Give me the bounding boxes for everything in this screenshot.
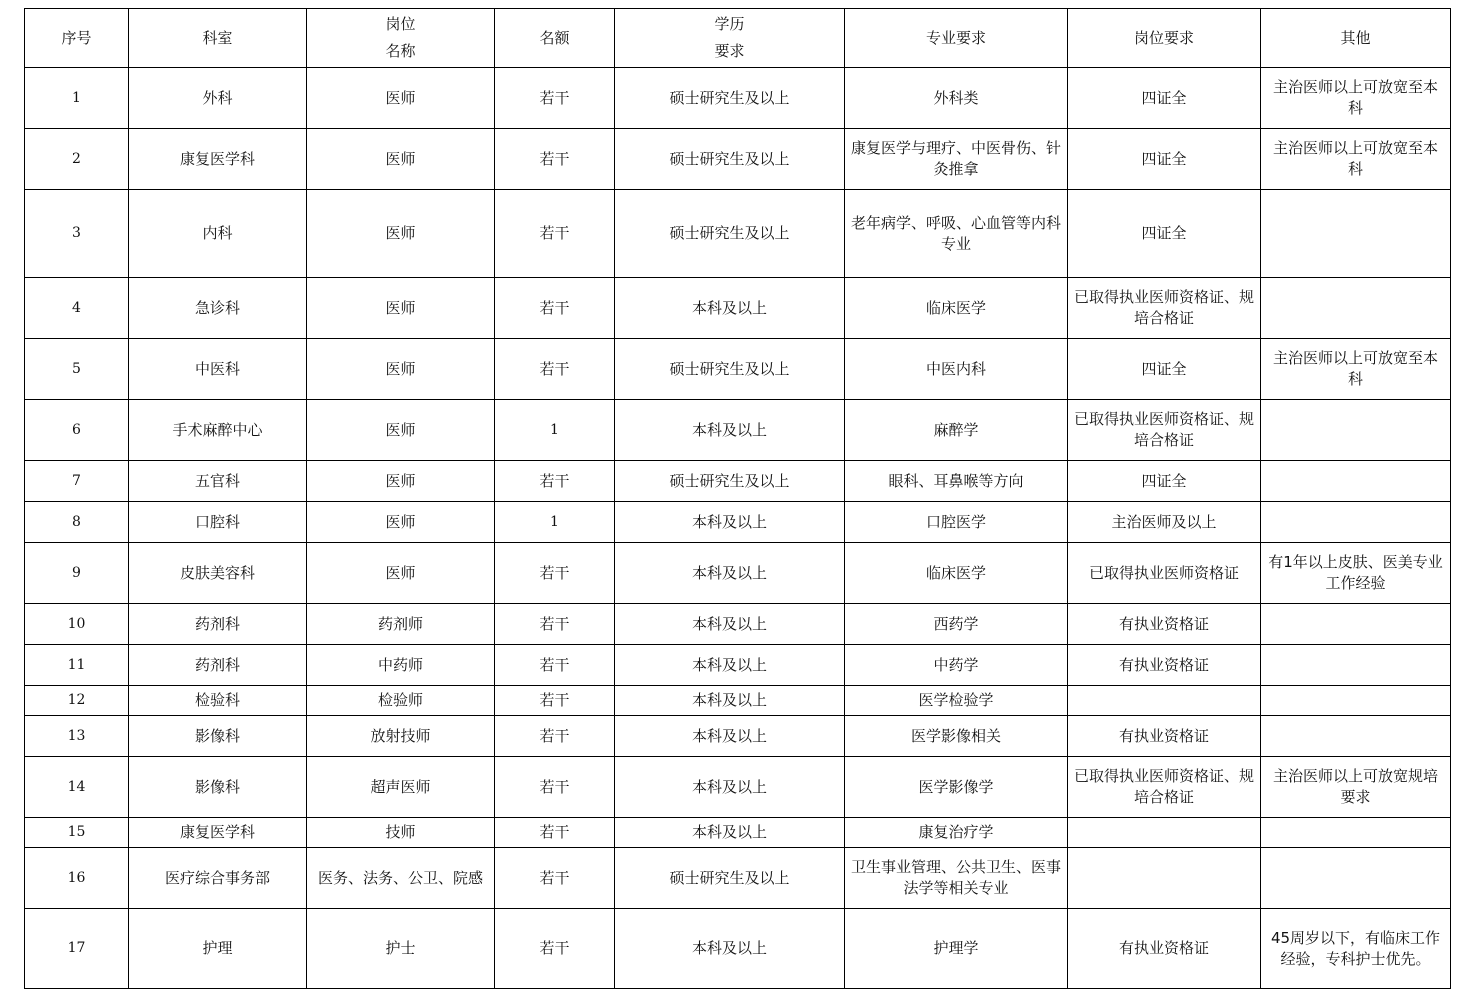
cell-quota: 若干 [495,339,615,400]
cell-major: 康复治疗学 [845,818,1068,848]
cell-other [1261,604,1451,645]
table-row [25,129,1451,190]
cell-major: 医学影像学 [845,757,1068,818]
cell-major: 临床医学 [845,278,1068,339]
header-requirement: 岗位要求 [1068,9,1261,68]
cell-quota: 若干 [495,461,615,502]
cell-other-text: 有1年以上皮肤、医美专业工作经验 [1268,553,1443,592]
cell-position: 技师 [307,818,495,848]
cell-major [845,848,1068,909]
cell-position: 护士 [307,909,495,989]
table-row [25,543,1451,604]
table-row [25,68,1451,129]
cell-quota: 若干 [495,129,615,190]
cell-major: 医学影像相关 [845,716,1068,757]
cell-other-text: 主治医师以上可放宽规培要求 [1272,767,1438,806]
table-row [25,502,1451,543]
cell-department: 检验科 [129,686,307,716]
table-row [25,400,1451,461]
cell-department: 急诊科 [129,278,307,339]
header-department: 科室 [129,9,307,68]
cell-education: 本科及以上 [615,278,845,339]
cell-other [1261,686,1451,716]
cell-index: 11 [25,645,129,686]
cell-requirement [1068,757,1261,818]
cell-other [1261,818,1451,848]
cell-department: 药剂科 [129,604,307,645]
cell-index: 16 [25,848,129,909]
cell-position: 检验师 [307,686,495,716]
cell-position: 中药师 [307,645,495,686]
cell-quota: 若干 [495,757,615,818]
cell-other [1261,400,1451,461]
cell-education: 本科及以上 [615,604,845,645]
cell-position: 药剂师 [307,604,495,645]
cell-other [1261,716,1451,757]
cell-major: 医学检验学 [845,686,1068,716]
cell-education: 硕士研究生及以上 [615,848,845,909]
recruitment-table [24,8,1451,989]
cell-other [1261,461,1451,502]
cell-requirement [1068,278,1261,339]
cell-education: 本科及以上 [615,909,845,989]
cell-index: 12 [25,686,129,716]
cell-other [1261,543,1451,604]
table-row [25,686,1451,716]
table-row [25,645,1451,686]
cell-index: 8 [25,502,129,543]
cell-requirement: 主治医师及以上 [1068,502,1261,543]
cell-position: 超声医师 [307,757,495,818]
table-row [25,339,1451,400]
cell-education: 硕士研究生及以上 [615,339,845,400]
header-row [25,9,1451,68]
table-body [25,68,1451,989]
cell-index: 6 [25,400,129,461]
cell-department: 影像科 [129,757,307,818]
cell-other [1261,339,1451,400]
cell-requirement-text: 已取得执业医师资格证、规培合格证 [1074,288,1255,327]
cell-requirement: 四证全 [1068,190,1261,278]
cell-education: 本科及以上 [615,543,845,604]
header-position-line2: 名称 [385,42,416,60]
cell-education: 本科及以上 [615,757,845,818]
cell-department: 手术麻醉中心 [129,400,307,461]
cell-requirement [1068,400,1261,461]
cell-quota: 1 [495,502,615,543]
table-row [25,278,1451,339]
cell-other [1261,645,1451,686]
cell-requirement-text: 已取得执业医师资格证、规培合格证 [1074,767,1255,806]
cell-position [307,848,495,909]
cell-department: 皮肤美容科 [129,543,307,604]
cell-department: 康复医学科 [129,129,307,190]
cell-other-text: 主治医师以上可放宽至本科 [1272,349,1438,388]
cell-quota: 若干 [495,818,615,848]
cell-requirement [1068,686,1261,716]
cell-major-text: 康复医学与理疗、中医骨伤、针灸推拿 [851,139,1062,178]
cell-index: 15 [25,818,129,848]
cell-department: 口腔科 [129,502,307,543]
cell-department: 康复医学科 [129,818,307,848]
header-position-line1: 岗位 [385,15,416,33]
cell-other [1261,848,1451,909]
cell-quota: 若干 [495,716,615,757]
cell-major: 临床医学 [845,543,1068,604]
cell-education: 本科及以上 [615,716,845,757]
cell-quota: 若干 [495,604,615,645]
cell-education: 硕士研究生及以上 [615,461,845,502]
cell-education: 本科及以上 [615,645,845,686]
cell-index: 9 [25,543,129,604]
header-education [615,9,845,68]
cell-requirement: 四证全 [1068,339,1261,400]
cell-other-text: 主治医师以上可放宽至本科 [1272,139,1438,178]
cell-department: 药剂科 [129,645,307,686]
cell-position: 医师 [307,400,495,461]
cell-requirement: 四证全 [1068,129,1261,190]
cell-other [1261,68,1451,129]
cell-requirement-text: 已取得执业医师资格证、规培合格证 [1074,410,1255,449]
cell-department: 外科 [129,68,307,129]
cell-requirement: 有执业资格证 [1068,645,1261,686]
table-row [25,757,1451,818]
cell-position: 医师 [307,278,495,339]
cell-index: 17 [25,909,129,989]
cell-other [1261,190,1451,278]
cell-major [845,190,1068,278]
cell-department: 五官科 [129,461,307,502]
table-row [25,461,1451,502]
cell-department: 内科 [129,190,307,278]
table-row [25,716,1451,757]
table-row [25,190,1451,278]
cell-quota: 若干 [495,848,615,909]
cell-requirement: 有执业资格证 [1068,604,1261,645]
cell-index: 5 [25,339,129,400]
cell-major-text: 老年病学、呼吸、心血管等内科专业 [851,213,1062,253]
cell-index: 1 [25,68,129,129]
cell-other [1261,278,1451,339]
cell-major: 口腔医学 [845,502,1068,543]
table-row [25,909,1451,989]
cell-quota: 1 [495,400,615,461]
cell-index: 13 [25,716,129,757]
cell-major-text: 卫生事业管理、公共卫生、医事法学等相关专业 [851,858,1062,897]
header-major: 专业要求 [845,9,1068,68]
cell-requirement: 四证全 [1068,461,1261,502]
cell-major: 眼科、耳鼻喉等方向 [845,461,1068,502]
cell-education: 硕士研究生及以上 [615,190,845,278]
cell-major: 外科类 [845,68,1068,129]
header-education-line1: 学历 [714,15,745,33]
cell-major [845,129,1068,190]
cell-requirement: 已取得执业医师资格证 [1068,543,1261,604]
cell-other [1261,502,1451,543]
cell-requirement [1068,848,1261,909]
cell-position: 医师 [307,502,495,543]
cell-quota: 若干 [495,68,615,129]
header-education-line2: 要求 [714,42,745,60]
header-position [307,9,495,68]
cell-quota: 若干 [495,909,615,989]
cell-index: 2 [25,129,129,190]
cell-position: 医师 [307,190,495,278]
cell-major: 麻醉学 [845,400,1068,461]
table-row [25,848,1451,909]
cell-major: 中医内科 [845,339,1068,400]
cell-position: 放射技师 [307,716,495,757]
cell-major: 护理学 [845,909,1068,989]
cell-position: 医师 [307,461,495,502]
cell-position: 医师 [307,339,495,400]
cell-requirement: 有执业资格证 [1068,909,1261,989]
header-quota: 名额 [495,9,615,68]
cell-index: 14 [25,757,129,818]
cell-requirement [1068,818,1261,848]
cell-education: 本科及以上 [615,400,845,461]
cell-education: 硕士研究生及以上 [615,129,845,190]
cell-department: 中医科 [129,339,307,400]
table-row [25,818,1451,848]
cell-requirement: 有执业资格证 [1068,716,1261,757]
header-other: 其他 [1261,9,1451,68]
cell-index: 4 [25,278,129,339]
cell-quota: 若干 [495,190,615,278]
cell-quota: 若干 [495,645,615,686]
cell-other-text: 45周岁以下，有临床工作经验，专科护士优先。 [1270,928,1441,968]
cell-department: 护理 [129,909,307,989]
cell-other-text: 主治医师以上可放宽至本科 [1272,78,1438,117]
cell-index: 7 [25,461,129,502]
cell-quota: 若干 [495,543,615,604]
cell-other [1261,909,1451,989]
cell-position: 医师 [307,543,495,604]
cell-department: 医疗综合事务部 [129,848,307,909]
cell-quota: 若干 [495,686,615,716]
cell-other [1261,129,1451,190]
cell-position: 医师 [307,129,495,190]
cell-major: 中药学 [845,645,1068,686]
cell-other [1261,757,1451,818]
cell-index: 10 [25,604,129,645]
table-row [25,604,1451,645]
cell-education: 本科及以上 [615,686,845,716]
cell-major: 西药学 [845,604,1068,645]
cell-index: 3 [25,190,129,278]
cell-position-text: 医务、法务、公卫、院感 [317,868,483,887]
cell-department: 影像科 [129,716,307,757]
header-index: 序号 [25,9,129,68]
cell-education: 本科及以上 [615,502,845,543]
cell-quota: 若干 [495,278,615,339]
cell-requirement: 四证全 [1068,68,1261,129]
cell-education: 硕士研究生及以上 [615,68,845,129]
cell-education: 本科及以上 [615,818,845,848]
cell-position: 医师 [307,68,495,129]
